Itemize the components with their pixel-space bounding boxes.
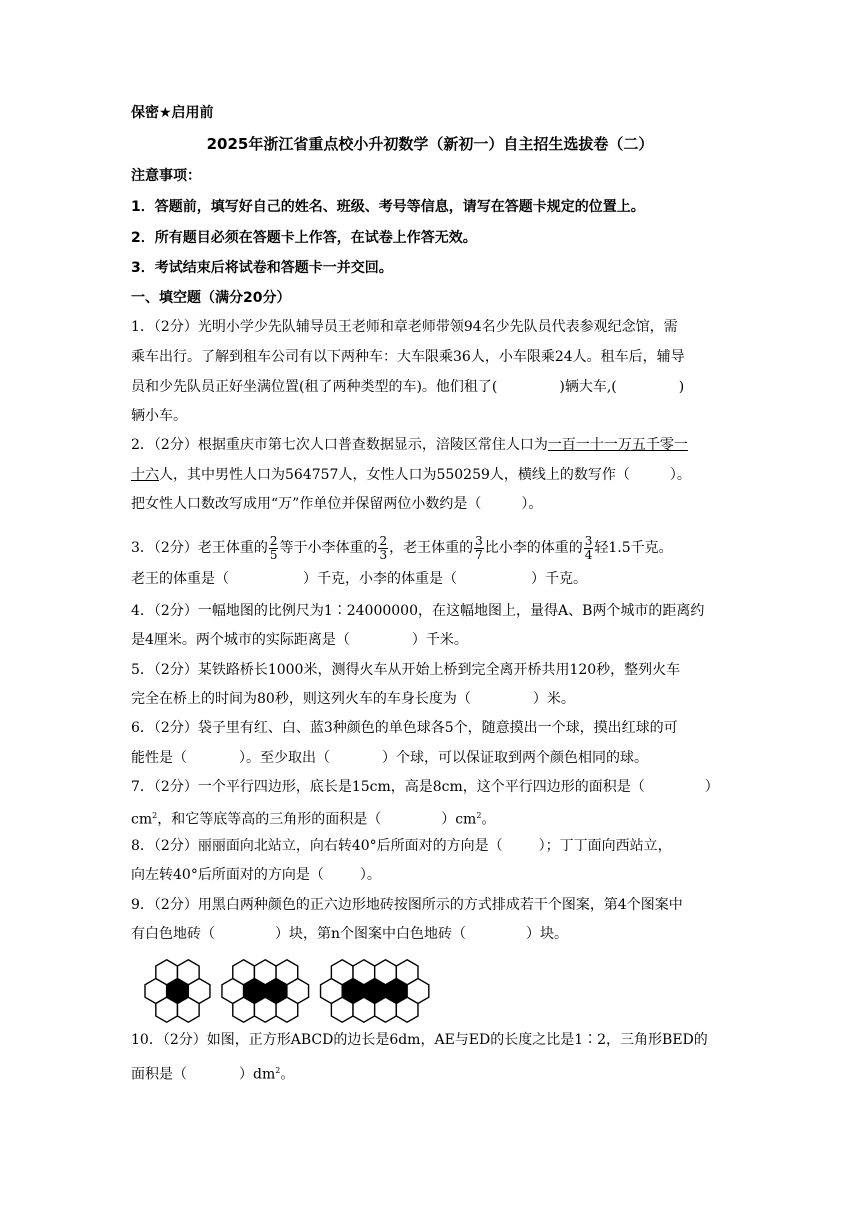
white-hexagon-tile xyxy=(276,960,298,985)
q5-line-1: 5．（2分）某铁路桥长1000米，测得火车从开始上桥到完全离开桥共用120秒，整列火车 xyxy=(131,662,681,678)
note-item-2: 2．所有题目必须在答题卡上作答，在试卷上作答无效。 xyxy=(131,230,477,246)
numerator: 3 xyxy=(584,533,593,548)
q10-text-c: 。 xyxy=(280,1066,295,1083)
q7-text-a: 7．（2分）一个平行四边形，底长是15cm，高是8cm，这个平行四边形的面积是（ xyxy=(131,779,645,795)
q8-text-a: 8．（2分）丽丽面向北站立，向右转40°后所面对的方向是（ xyxy=(131,838,503,854)
q6-line-1: 6．（2分）袋子里有红、白、蓝3种颜色的单色球各5个，随意摸出一个球，摸出红球的可 xyxy=(131,720,678,736)
q3-text-d: 比小李的体重的 xyxy=(484,540,583,556)
white-hexagon-tile xyxy=(156,960,178,985)
q4-text-b: ）千米。 xyxy=(411,632,468,648)
q8-line-1 xyxy=(131,836,731,856)
q9-text-a: 有白色地砖（ xyxy=(131,926,215,942)
q1-text-c: ) xyxy=(678,379,685,395)
q1-text-a: 员和少先队员正好坐满位置(租了两种类型的车)。他们租了( xyxy=(131,379,498,395)
white-hexagon-tile xyxy=(233,960,255,985)
q2-line-1 xyxy=(131,435,731,455)
denominator: 3 xyxy=(379,547,388,562)
white-hexagon-tile xyxy=(276,997,298,1022)
white-hexagon-tile xyxy=(375,997,397,1022)
q2-underlined-number-end: 十六 xyxy=(131,467,159,483)
fraction xyxy=(584,535,594,562)
q6-text-b: ）。至少取出（ xyxy=(239,750,330,766)
q8-text-b: ）；丁丁面向西站立， xyxy=(538,838,672,854)
superscript: 2 xyxy=(275,1066,281,1075)
q4-text-a: 是4厘米。两个城市的实际距离是（ xyxy=(131,632,350,648)
q10-line-2 xyxy=(131,1061,731,1085)
q6-text-c: ）个球，可以保证取到两个颜色相同的球。 xyxy=(382,750,648,766)
q2-line-3 xyxy=(131,494,731,514)
section-1-heading: 一、填空题（满分20分） xyxy=(131,290,291,306)
q10-text-b: ）dm xyxy=(239,1066,276,1083)
denominator: 7 xyxy=(475,547,483,562)
hexagon-tile-figure xyxy=(131,958,551,1024)
white-hexagon-tile xyxy=(375,960,397,985)
page-title: 2025年浙江省重点校小升初数学（新初一）自主招生选拔卷（二） xyxy=(206,135,654,153)
fraction xyxy=(269,535,279,562)
white-hexagon-tile xyxy=(233,997,255,1022)
numerator: 2 xyxy=(269,533,278,548)
q9-text-b: ）块，第n个图案中白色地砖（ xyxy=(275,926,467,942)
denominator: 4 xyxy=(584,547,593,562)
q7-text-c: cm xyxy=(131,811,153,828)
q4-line-2 xyxy=(131,630,731,650)
fraction xyxy=(474,535,484,562)
q2-text-e: ）。 xyxy=(521,496,543,512)
superscript: 2 xyxy=(152,811,158,820)
q3-text-g: ）千克，小李的体重是（ xyxy=(303,571,457,587)
white-hexagon-tile xyxy=(254,960,276,985)
q7-text-e: ）cm xyxy=(441,811,477,828)
numerator: 2 xyxy=(379,533,388,548)
q7-text-f: 。 xyxy=(481,811,496,828)
q7-line-1 xyxy=(131,777,731,797)
q1-line-2: 乘车出行。了解到租车公司有以下两种车：大车限乘36人，小车限乘24人。租车后，辅导 xyxy=(131,349,685,365)
q7-line-2 xyxy=(131,806,731,830)
q3-text-h: ）千克。 xyxy=(531,571,587,587)
white-hexagon-tile xyxy=(331,997,353,1022)
q3-text-a: 3．（2分）老王体重的 xyxy=(131,540,268,556)
q3-text-c: ，老王体重的 xyxy=(389,540,474,556)
q3-text-e: 轻1.5千克。 xyxy=(594,540,673,556)
denominator: 5 xyxy=(269,547,278,562)
q2-text-c: ）。 xyxy=(669,467,691,483)
q6-text-a: 能性是（ xyxy=(131,750,187,766)
secret-label: 保密★启用前 xyxy=(131,105,214,121)
q9-line-1: 9．（2分）用黑白两种颜色的正六边形地砖按图所示的方式排成若干个图案，第4个图案中 xyxy=(131,897,683,913)
q1-line-3 xyxy=(131,377,731,397)
q7-text-d: ，和它等底等高的三角形的面积是（ xyxy=(157,811,382,828)
q10-text-a: 面积是（ xyxy=(131,1066,187,1083)
q2-text-a: 2．（2分）根据重庆市第七次人口普查数据显示，涪陵区常住人口为 xyxy=(131,437,548,453)
q3-text-b: 等于小李体重的 xyxy=(279,540,378,556)
white-hexagon-tile xyxy=(156,997,178,1022)
q2-underlined-number: 一百一十一万五千零一 xyxy=(547,437,688,453)
q5-text-b: ）米。 xyxy=(532,691,575,707)
q3-text-f: 老王的体重是（ xyxy=(131,571,229,587)
q3-line-2 xyxy=(131,569,731,589)
white-hexagon-tile xyxy=(331,960,353,985)
notes-heading: 注意事项： xyxy=(131,168,201,184)
superscript: 2 xyxy=(476,811,482,820)
white-hexagon-tile xyxy=(177,997,199,1022)
note-item-1: 1．答题前，填写好自己的姓名、班级、考号等信息，请写在答题卡规定的位置上。 xyxy=(131,199,645,215)
q1-text-b: )辆大车,( xyxy=(559,379,617,395)
q2-line-2 xyxy=(131,465,731,485)
q10-line-1: 10．（2分）如图，正方形ABCD的边长是6dm，AE与ED的长度之比是1∶2，三角形BED的 xyxy=(131,1032,708,1048)
numerator: 3 xyxy=(475,533,483,548)
white-hexagon-tile xyxy=(396,960,418,985)
q9-text-c: ）块。 xyxy=(526,926,569,942)
q9-line-2 xyxy=(131,924,731,944)
white-hexagon-tile xyxy=(177,960,199,985)
q8-line-2 xyxy=(131,865,731,885)
q8-text-d: ）。 xyxy=(359,867,381,883)
q1-line-1: 1．（2分）光明小学少先队辅导员王老师和章老师带领94名少先队员代表参观纪念馆，需 xyxy=(131,319,678,335)
q6-line-2 xyxy=(131,748,731,768)
q3-line-1 xyxy=(131,533,731,563)
white-hexagon-tile xyxy=(254,997,276,1022)
note-item-3: 3．考试结束后将试卷和答题卡一并交回。 xyxy=(131,260,393,276)
q1-line-4: 辆小车。 xyxy=(131,408,187,424)
white-hexagon-tile xyxy=(353,997,375,1022)
q5-text-a: 完全在桥上的时间为80秒，则这列火车的车身长度为（ xyxy=(131,691,471,707)
q4-line-1: 4．（2分）一幅地图的比例尺为1∶24000000，在这幅地图上，量得A、B两个城市的距离约 xyxy=(131,603,705,619)
q8-text-c: 向左转40°后所面对的方向是（ xyxy=(131,867,324,883)
q2-text-b: 人，其中男性人口为564757人，女性人口为550259人，横线上的数写作（ xyxy=(159,467,630,483)
q7-text-b: ） xyxy=(704,779,719,795)
fraction xyxy=(378,535,388,562)
q5-line-2 xyxy=(131,689,731,709)
white-hexagon-tile xyxy=(353,960,375,985)
white-hexagon-tile xyxy=(396,997,418,1022)
q2-text-d: 把女性人口数改写成用“万”作单位并保留两位小数约是（ xyxy=(131,496,482,512)
